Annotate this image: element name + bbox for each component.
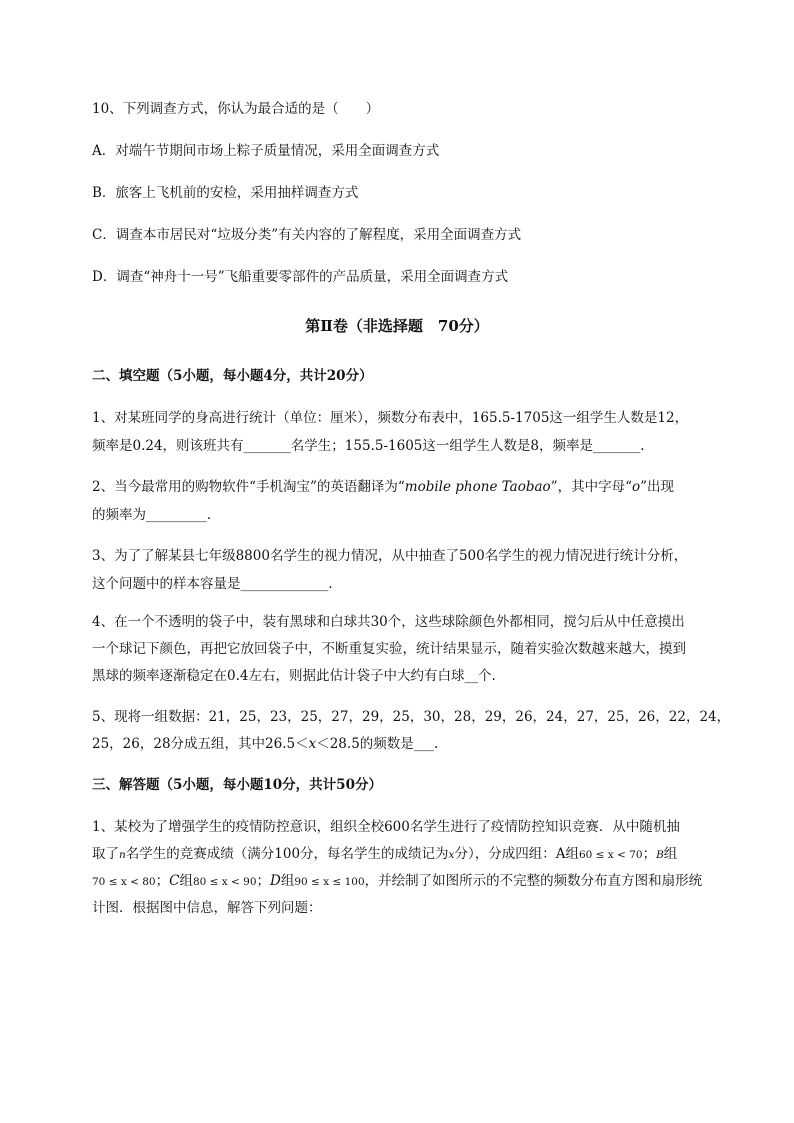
answer-q1-range-a: 60 ≤ x < 70 [578,849,643,861]
q10-option-c: C．调查本市居民对“垃圾分类”有关内容的了解程度，采用全面调查方式 [92,227,522,243]
answer-q1-text: 取了 [92,846,119,862]
fill-q5-line1: 5、现将一组数据：21，25，23，25，27，29，25，30，28，29，26，24，27，25，26，22，24， [92,709,731,725]
fill-q5-text-b: ＜28.5的频数是___. [316,736,439,752]
answer-q1-text: 名学生的竞赛成绩（满分100分，每名学生的成绩记为 [125,846,449,862]
answer-section-header: 三、解答题（5小题，每小题10分，共计50分） [92,777,382,793]
fill-section-header: 二、填空题（5小题，每小题4分，共计20分） [92,368,373,384]
fill-q2-text-a: 2、当今最常用的购物软件“手机淘宝”的英语翻译为“ [92,479,405,495]
fill-q4-line2: 一个球记下颜色，再把它放回袋子中，不断重复实验，统计结果显示，随着实验次数越来越大，摸到 [92,641,686,657]
fill-q5-variable: x [308,736,317,752]
fill-q4-line1: 4、在一个不透明的袋子中，装有黑球和白球共30个，这些球除颜色外都相同，搅匀后从中任意摸出 [92,614,685,630]
part2-title: 第Ⅱ卷（非选择题 70分） [305,317,489,335]
q10-stem: 10、下列调查方式，你认为最合适的是（ ） [92,101,380,117]
answer-q1-line2 [92,845,677,864]
fill-q2-letter: o [632,479,641,495]
answer-q1-text: ； [155,873,170,889]
answer-q1-text: 组 [280,873,295,889]
answer-q1-group-c: C [169,873,180,889]
fill-q4-line3: 黑球的频率逐渐稳定在0.4左右，则据此估计袋子中大约有白球__个. [92,668,496,684]
answer-q1-text: 组 [663,846,678,862]
fill-q2-line1 [92,478,674,496]
answer-q1-line4: 计图．根据图中信息，解答下列问题： [92,900,322,916]
fill-q3-line1: 3、为了了解某县七年级8800名学生的视力情况，从中抽查了500名学生的视力情况进行统计分析， [92,548,688,564]
answer-q1-text: ，并绘制了如图所示的不完整的频数分布直方图和扇形统 [364,873,703,889]
answer-q1-text: 分），分成四组：A组 [454,846,579,862]
fill-q1-line2: 频率是0.24，则该班共有_______名学生；155.5-1605这一组学生人数是8，频率是_______. [92,438,645,454]
answer-q1-text: ； [642,846,657,862]
q10-option-b: B．旅客上飞机前的安检，采用抽样调查方式 [92,185,359,201]
q10-option-a: A．对端午节期间市场上粽子质量情况，采用全面调查方式 [92,143,440,159]
answer-q1-text: 组 [179,873,193,889]
answer-q1-range-c: 80 ≤ x < 90 [192,876,257,888]
answer-q1-group-d: D [270,873,281,889]
answer-q1-line3 [92,872,702,891]
answer-q1-range-d: 90 ≤ x ≤ 100 [294,876,365,888]
fill-q5-text-a: 25，26，28分成五组，其中26.5＜ [92,736,309,752]
fill-q3-line2: 这个问题中的样本容量是_____________. [92,576,333,592]
fill-q2-line2: 的频率为_________. [92,507,212,523]
fill-q1-line1: 1、对某班同学的身高进行统计（单位：厘米），频数分布表中，165.5-1705这一组学生人数是12， [92,410,689,426]
fill-q2-text-c: ”出现 [640,479,675,495]
fill-q2-english: mobile phone Taobao [404,479,551,495]
answer-q1-group-b: B [656,849,664,861]
fill-q5-line2 [92,735,438,753]
answer-q1-range-b: 70 ≤ x < 80 [92,876,156,888]
answer-q1-var-x: x [448,849,455,861]
answer-q1-var-n: n [119,849,126,861]
answer-q1-line1: 1、某校为了增强学生的疫情防控意识，组织全校600名学生进行了疫情防控知识竞赛．从中随机抽 [92,819,680,835]
answer-q1-text: ； [256,873,271,889]
q10-option-d: D．调查“神舟十一号”飞船重要零部件的产品质量，采用全面调查方式 [92,269,509,285]
fill-q2-text-b: ”，其中字母“ [550,479,632,495]
